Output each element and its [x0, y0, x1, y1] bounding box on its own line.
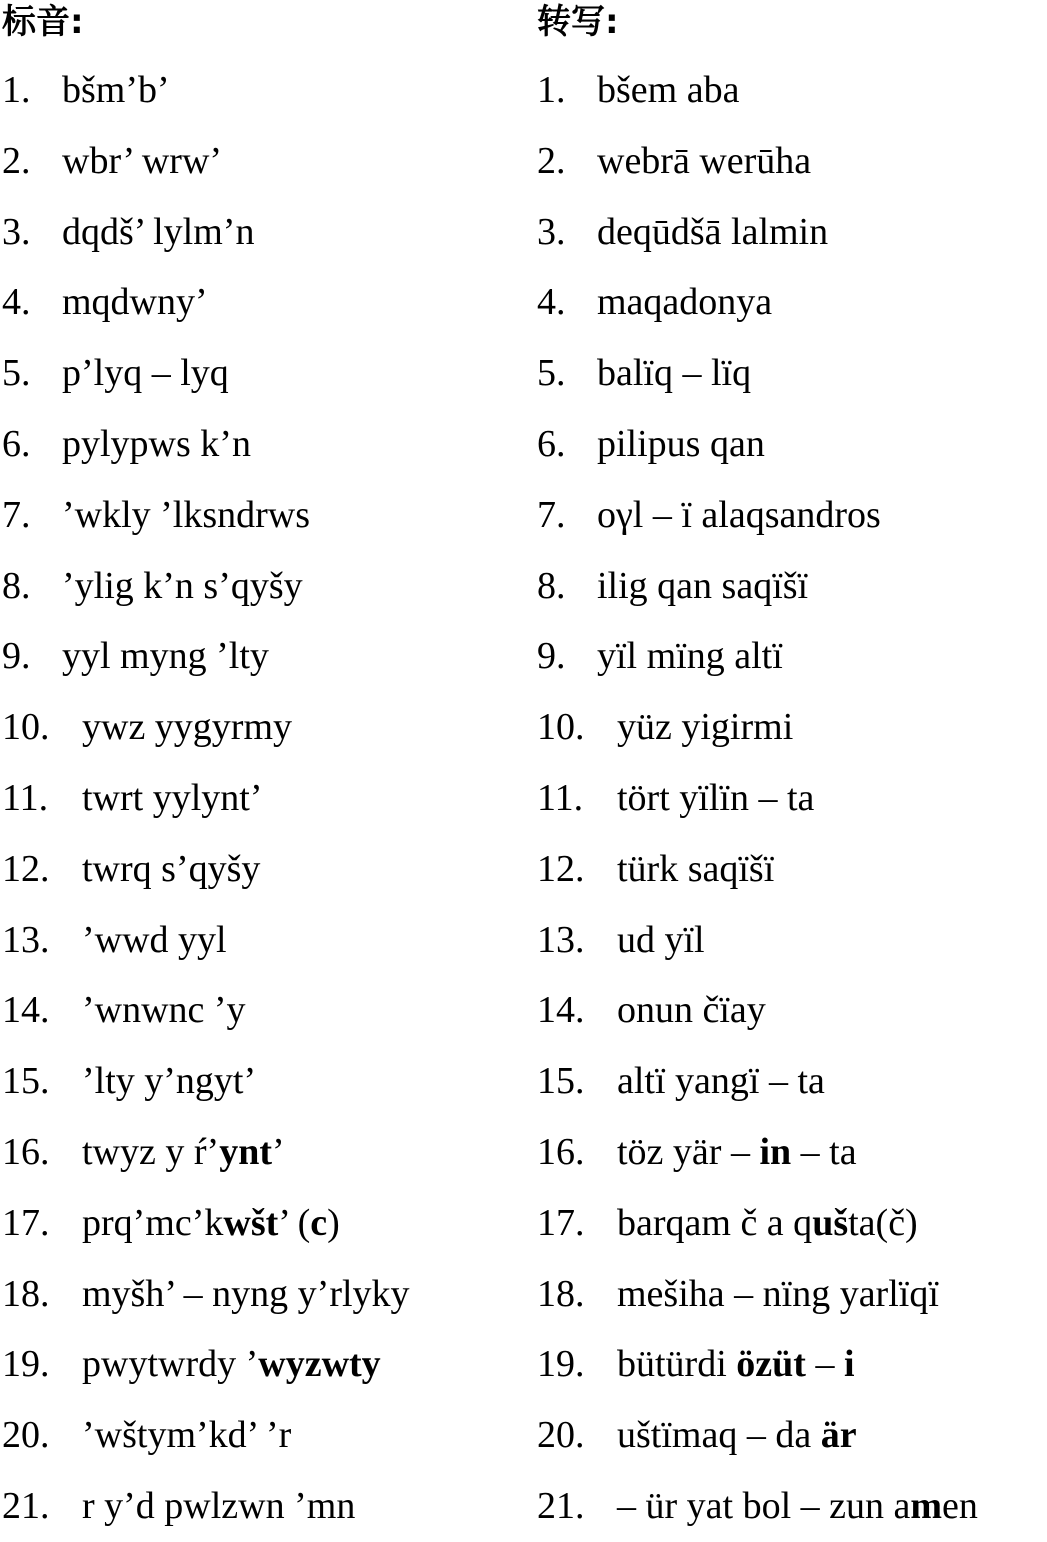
- transcription-row: [2, 480, 522, 551]
- row-number: 10.: [2, 706, 50, 749]
- text-segment: myšh’ – nyng y’rlyky: [82, 1272, 410, 1315]
- bold-segment: i: [843, 1343, 855, 1386]
- transcription-row: [2, 1259, 522, 1330]
- transcription-text: [82, 1188, 340, 1259]
- row-number: 19.: [2, 1343, 50, 1386]
- transcription-row: [2, 692, 522, 763]
- text-segment: –: [805, 1343, 844, 1386]
- transcription-text: [62, 126, 222, 197]
- transcription-text: [82, 975, 246, 1046]
- transliteration-text: [597, 409, 765, 480]
- row-number: 21.: [2, 1484, 50, 1527]
- row-number: 2.: [2, 139, 31, 182]
- row-number: 12.: [2, 847, 50, 890]
- transliteration-row: [537, 1117, 1047, 1188]
- transliteration-text: [597, 267, 772, 338]
- text-segment: ’wštym’kd’ ’r: [82, 1414, 292, 1457]
- row-number: 6.: [537, 422, 566, 465]
- transcription-text: [82, 1259, 410, 1330]
- transcription-row: [2, 338, 522, 409]
- bold-segment: är: [820, 1414, 857, 1457]
- transcription-row: [2, 1471, 522, 1542]
- bold-segment: c: [310, 1201, 328, 1244]
- transliteration-text: [597, 621, 783, 692]
- row-number: 11.: [537, 776, 584, 819]
- text-segment: barqam č a q: [617, 1201, 813, 1244]
- transcription-row: [2, 126, 522, 197]
- row-number: 2.: [537, 139, 566, 182]
- text-segment: mešiha – nïng yarlïqï: [617, 1272, 939, 1315]
- transcription-row: [2, 763, 522, 834]
- text-segment: oγl – ï alaqsandros: [597, 493, 881, 536]
- transliteration-text: [617, 1188, 918, 1259]
- transliteration-text: [597, 55, 739, 126]
- text-segment: altï yangï – ta: [617, 1060, 825, 1103]
- text-segment: uštïmaq – da: [617, 1414, 821, 1457]
- text-segment: bšm’b’: [62, 69, 170, 111]
- row-number: 18.: [2, 1272, 50, 1315]
- text-segment: pwytwrdy ’: [82, 1343, 259, 1386]
- text-segment: ’ (: [278, 1201, 311, 1244]
- bold-segment: wyzwty: [258, 1343, 381, 1386]
- text-segment: ’wnwnc ’y: [82, 989, 246, 1032]
- text-segment: mqdwny’: [62, 281, 208, 324]
- row-number: 3.: [537, 210, 566, 253]
- row-number: 15.: [537, 1060, 585, 1103]
- transliteration-row: [537, 55, 1047, 126]
- bold-segment: wšt: [223, 1201, 279, 1244]
- transcription-row: [2, 834, 522, 905]
- transliteration-text: [597, 126, 811, 197]
- transliteration-row: [537, 975, 1047, 1046]
- bold-segment: uš: [812, 1201, 849, 1244]
- bold-segment: in: [759, 1130, 792, 1173]
- row-number: 10.: [537, 706, 585, 749]
- row-number: 6.: [2, 422, 31, 465]
- row-number: 3.: [2, 210, 31, 253]
- transcription-row: [2, 905, 522, 976]
- transcription-row: [2, 975, 522, 1046]
- text-segment: yïl mïng altï: [597, 635, 783, 678]
- text-segment: deqūdšā lalmin: [597, 210, 829, 253]
- text-segment: twyz y ŕ’: [82, 1130, 220, 1173]
- text-segment: ’wkly ’lksndrws: [62, 493, 311, 536]
- transliteration-text: [617, 692, 793, 763]
- row-number: 16.: [537, 1130, 585, 1173]
- transcription-text: [62, 197, 254, 268]
- transliteration-text: [617, 763, 814, 834]
- row-number: 13.: [2, 918, 50, 961]
- row-number: 4.: [537, 281, 566, 324]
- row-number: 17.: [537, 1201, 585, 1244]
- text-segment: onun čïay: [617, 989, 766, 1032]
- text-segment: ilig qan saqïšï: [597, 564, 809, 607]
- transcription-row: [2, 55, 522, 126]
- bold-segment: özüt: [736, 1343, 806, 1386]
- transcription-text: [62, 267, 208, 338]
- transliteration-list: [537, 55, 1047, 1542]
- text-segment: ’ylig k’n s’qyšy: [62, 564, 303, 607]
- row-number: 15.: [2, 1060, 50, 1103]
- transcription-text: [62, 480, 310, 551]
- text-segment: ywz yygyrmy: [82, 706, 293, 749]
- row-number: 7.: [537, 493, 566, 536]
- transliteration-text: [617, 1259, 939, 1330]
- transliteration-row: [537, 551, 1047, 622]
- transcription-text: [62, 551, 303, 622]
- row-number: 7.: [2, 493, 31, 536]
- row-number: 5.: [2, 352, 31, 395]
- text-segment: twrt yylynt’: [82, 776, 263, 819]
- transcription-text: [62, 338, 229, 409]
- transliteration-heading: 转写:: [537, 2, 619, 42]
- transcription-text: [82, 834, 260, 905]
- transcription-row: [2, 409, 522, 480]
- transliteration-text: [597, 480, 881, 551]
- transcription-row: [2, 1117, 522, 1188]
- text-segment: maqadonya: [597, 281, 773, 324]
- transliteration-row: [537, 1259, 1047, 1330]
- transcription-heading: 标音:: [2, 2, 84, 42]
- transliteration-row: [537, 126, 1047, 197]
- text-segment: pylypws k’n: [62, 422, 251, 465]
- text-segment: töz yär –: [617, 1130, 760, 1173]
- transliteration-row: [537, 834, 1047, 905]
- text-segment: dqdš’ lylm’n: [62, 210, 255, 253]
- text-segment: yüz yigirmi: [617, 706, 794, 749]
- row-number: 5.: [537, 352, 566, 395]
- transliteration-row: [537, 1329, 1047, 1400]
- row-number: 16.: [2, 1130, 50, 1173]
- transliteration-row: [537, 1188, 1047, 1259]
- row-number: 18.: [537, 1272, 585, 1315]
- row-number: 1.: [537, 69, 566, 111]
- transliteration-text: [617, 834, 774, 905]
- transliteration-text: [617, 975, 766, 1046]
- transliteration-row: [537, 338, 1047, 409]
- transliteration-row: [537, 1471, 1047, 1542]
- text-segment: bütürdi: [617, 1343, 737, 1386]
- transcription-text: [82, 1046, 256, 1117]
- transcription-text: [82, 1471, 355, 1542]
- row-number: 4.: [2, 281, 31, 324]
- transliteration-text: [597, 551, 808, 622]
- transcription-row: [2, 1046, 522, 1117]
- row-number: 20.: [2, 1414, 50, 1457]
- text-segment: r y’d pwlzwn ’mn: [82, 1484, 356, 1527]
- transliteration-text: [597, 197, 828, 268]
- transcription-text: [62, 55, 170, 126]
- transcription-row: [2, 551, 522, 622]
- text-segment: türk saqïšï: [617, 847, 775, 890]
- transcription-text: [62, 409, 251, 480]
- transliteration-text: [617, 1471, 978, 1542]
- row-number: 20.: [537, 1414, 585, 1457]
- transliteration-text: [617, 1117, 857, 1188]
- text-segment: balïq – lïq: [597, 352, 752, 395]
- text-segment: p’lyq – lyq: [62, 352, 229, 395]
- row-number: 1.: [2, 69, 31, 111]
- transcription-text: [62, 621, 269, 692]
- transcription-row: [2, 267, 522, 338]
- text-segment: pilipus qan: [597, 422, 765, 465]
- transliteration-row: [537, 763, 1047, 834]
- text-segment: bšem aba: [597, 69, 740, 111]
- transcription-text: [82, 1117, 285, 1188]
- text-segment: ’lty y’ngyt’: [82, 1060, 257, 1103]
- transcription-text: [82, 1400, 291, 1471]
- row-number: 9.: [2, 635, 31, 678]
- text-segment: yyl myng ’lty: [62, 635, 269, 678]
- text-segment: tört yïlïn – ta: [617, 776, 815, 819]
- transliteration-row: [537, 197, 1047, 268]
- row-number: 14.: [2, 989, 50, 1032]
- row-number: 11.: [2, 776, 49, 819]
- transliteration-text: [597, 338, 751, 409]
- transliteration-text: [617, 905, 705, 976]
- text-segment: ud yïl: [617, 918, 705, 961]
- transliteration-row: [537, 409, 1047, 480]
- transcription-row: [2, 621, 522, 692]
- transcription-text: [82, 692, 292, 763]
- transcription-text: [82, 763, 262, 834]
- transliteration-row: [537, 621, 1047, 692]
- row-number: 12.: [537, 847, 585, 890]
- transliteration-row: [537, 1046, 1047, 1117]
- row-number: 8.: [2, 564, 31, 607]
- row-number: 13.: [537, 918, 585, 961]
- row-number: 19.: [537, 1343, 585, 1386]
- row-number: 21.: [537, 1484, 585, 1527]
- transliteration-row: [537, 905, 1047, 976]
- transliteration-row: [537, 480, 1047, 551]
- transcription-text: [82, 905, 227, 976]
- row-number: 9.: [537, 635, 566, 678]
- text-segment: ’: [271, 1130, 285, 1173]
- transcription-row: [2, 197, 522, 268]
- transliteration-row: [537, 267, 1047, 338]
- bold-segment: m: [910, 1484, 943, 1527]
- transcription-row: [2, 1188, 522, 1259]
- transliteration-row: [537, 1400, 1047, 1471]
- text-segment: ta(č): [848, 1201, 918, 1244]
- row-number: 17.: [2, 1201, 50, 1244]
- text-segment: twrq s’qyšy: [82, 847, 261, 890]
- text-segment: – ür yat bol – zun a: [617, 1484, 911, 1527]
- transliteration-text: [617, 1046, 825, 1117]
- bold-segment: ynt: [219, 1130, 272, 1173]
- text-segment: ): [327, 1201, 340, 1244]
- text-segment: ’wwd yyl: [82, 918, 227, 961]
- transcription-list: [2, 55, 522, 1542]
- transcription-row: [2, 1400, 522, 1471]
- transliteration-text: [617, 1329, 855, 1400]
- text-segment: wbr’ wrw’: [62, 139, 223, 182]
- transcription-row: [2, 1329, 522, 1400]
- row-number: 8.: [537, 564, 566, 607]
- text-segment: webrā werūha: [597, 139, 812, 182]
- row-number: 14.: [537, 989, 585, 1032]
- text-segment: – ta: [791, 1130, 857, 1173]
- transliteration-text: [617, 1400, 857, 1471]
- transliteration-row: [537, 692, 1047, 763]
- text-segment: prq’mc’k: [82, 1201, 224, 1244]
- text-segment: en: [942, 1484, 978, 1527]
- transcription-text: [82, 1329, 381, 1400]
